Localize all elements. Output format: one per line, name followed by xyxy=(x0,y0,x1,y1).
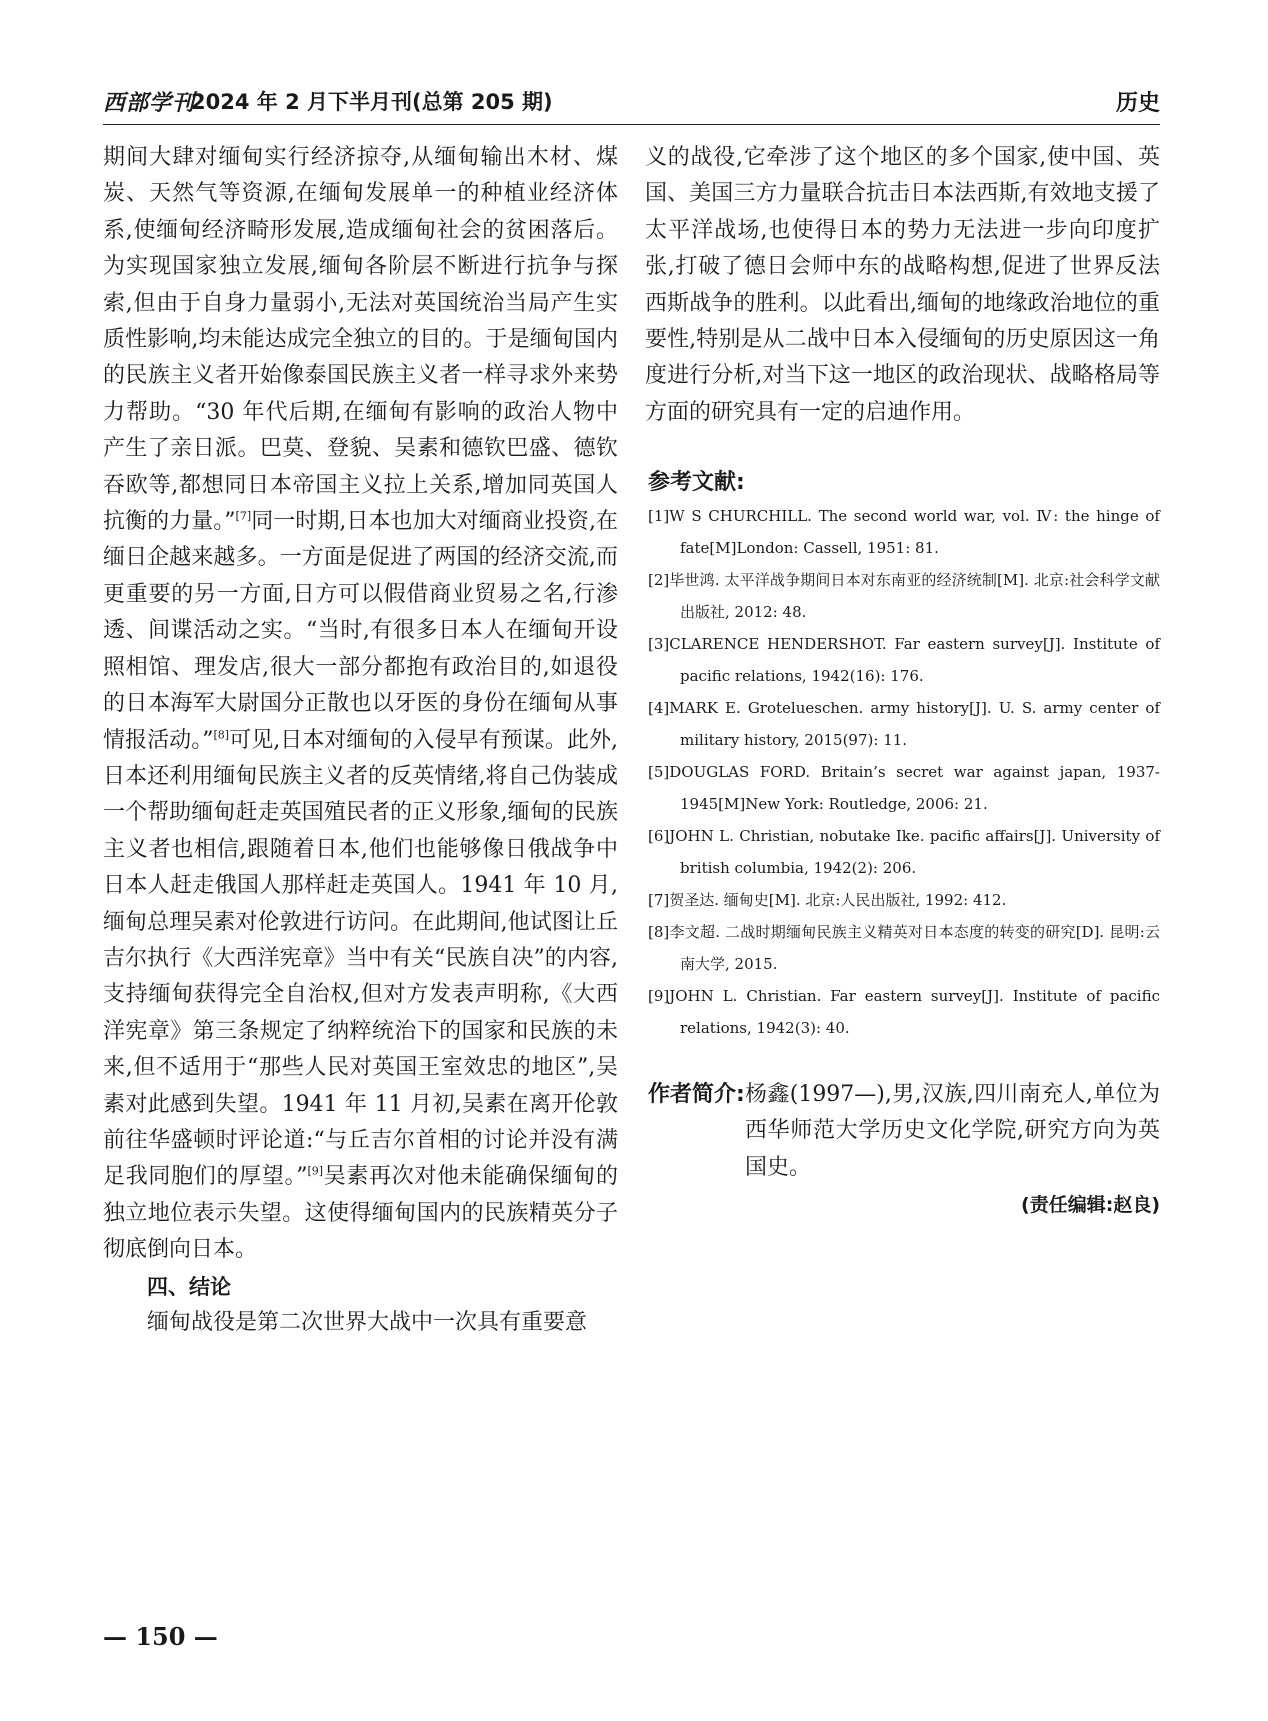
reference-item: [2]毕世鸿. 太平洋战争期间日本对东南亚的经济统制[M]. 北京:社会科学文献出版社, 2012: 48. xyxy=(648,571,1160,621)
issue-info: 2024 年 2 月下半月刊(总第 205 期) xyxy=(191,90,553,114)
references-title: 参考文献: xyxy=(648,470,745,495)
reference-item: [6]JOHN L. Christian, nobutake Ike. pacific affairs[J]. University of british columbia, 1942(2): 206. xyxy=(648,827,1160,877)
responsible-editor: (责任编辑:赵良) xyxy=(1021,1194,1160,1216)
header-rule xyxy=(103,124,1160,125)
author-bio: 杨鑫(1997—),男,汉族,四川南充人,单位为西华师范大学历史文化学院,研究方向为英国史。 xyxy=(745,1082,1160,1180)
reference-item: [4]MARK E. Grotelueschen. army history[J]. U. S. army center of military history, 2015(97): 11. xyxy=(648,699,1160,749)
left-column xyxy=(103,140,618,1341)
paragraph-text: 期间大肆对缅甸实行经济掠夺,从缅甸输出木材、煤炭、天然气等资源,在缅甸发展单一的种植业经济体系,使缅甸经济畸形发展,造成缅甸社会的贫困落后。为实现国家独立发展,缅甸各阶层不断进行抗争与探索,但由于自身力量弱小,无法对英国统治当局产生实质性影响,均未能达成完全独立的目的。于是缅甸国内的民族主义者开始像泰国民族主义者一样寻求外来势力帮助。“30 年代后期,在缅甸有影响的政治人物中产生了亲日派。巴莫、登貌、吴素和德钦巴盛、德钦吞欧等,都想同日本帝国主义拉上关系,增加同英国人抗衡的力量。” xyxy=(103,145,618,535)
paragraph-text: 吴素再次对他未能确保缅甸的独立地位表示失望。这使得缅甸国内的民族精英分子彻底倒向日本。 xyxy=(103,1164,618,1263)
body-paragraph xyxy=(103,140,618,1269)
references-list xyxy=(648,500,1160,1044)
paragraph-text: 可见,日本对缅甸的入侵早有预谋。此外,日本还利用缅甸民族主义者的反英情绪,将自己伪装成一个帮助缅甸赶走英国殖民者的正义形象,缅甸的民族主义者也相信,跟随着日本,他们也能够像日俄战争中日本人赶走俄国人那样赶走英国人。1941 年 10 月,缅甸总理吴素对伦敦进行访问。在此期间,他试图让丘吉尔执行《大西洋宪章》当中有关“民族自决”的内容,支持缅甸获得完全自治权,但对方发表声明称,《大西洋宪章》第三条规定了纳粹统治下的国家和民族的未来,但不适用于“那些人民对英国王室效忠的地区”,吴素对此感到失望。1941 年 11 月初,吴素在离开伦敦前往华盛顿时评论道:“与丘吉尔首相的讨论并没有满足我同胞们的厚望。” xyxy=(103,727,618,1190)
citation-8: [8] xyxy=(213,728,230,742)
conclusion-continued: 义的战役,它牵涉了这个地区的多个国家,使中国、英国、美国三方力量联合抗击日本法西斯,有效地支援了太平洋战场,也使得日本的势力无法进一步向印度扩张,打破了德日会师中东的战略构想,促进了世界反法西斯战争的胜利。以此看出,缅甸的地缘政治地位的重要性,特别是从二战中日本入侵缅甸的历史原因这一角度进行分析,对当下这一地区的政治现状、战略格局等方面的研究具有一定的启迪作用。 xyxy=(645,145,1160,425)
journal-logo: 西部学刊 xyxy=(103,90,196,116)
section-heading-conclusion: 四、结论 xyxy=(147,1274,231,1299)
reference-item: [8]李文超. 二战时期缅甸民族主义精英对日本态度的转变的研究[D]. 昆明:云南大学, 2015. xyxy=(648,923,1160,973)
reference-item: [7]贺圣达. 缅甸史[M]. 北京:人民出版社, 1992: 412. xyxy=(648,891,1007,909)
reference-item: [9]JOHN L. Christian. Far eastern survey[J]. Institute of pacific relations, 1942(3): 40. xyxy=(648,987,1160,1037)
reference-item: [5]DOUGLAS FORD. Britain’s secret war against japan, 1937-1945[M]New York: Routledge, 2006: 21. xyxy=(648,763,1160,813)
section-label: 历史 xyxy=(1115,91,1160,116)
right-column xyxy=(645,140,1160,431)
author-label: 作者简介: xyxy=(648,1082,745,1107)
citation-9: [9] xyxy=(307,1165,324,1179)
page-header xyxy=(103,86,1160,122)
citation-7: [7] xyxy=(235,509,252,523)
page-number: — 150 — xyxy=(103,1622,218,1651)
reference-item: [3]CLARENCE HENDERSHOT. Far eastern survey[J]. Institute of pacific relations, 1942(16): 176. xyxy=(648,635,1160,685)
conclusion-paragraph: 缅甸战役是第二次世界大战中一次具有重要意 xyxy=(147,1310,588,1335)
paragraph-text: 同一时期,日本也加大对缅商业投资,在缅日企越来越多。一方面是促进了两国的经济交流,而更重要的另一方面,日方可以假借商业贸易之名,行渗透、间谍活动之实。“当时,有很多日本人在缅甸开设照相馆、理发店,很大一部分都抱有政治目的,如退役的日本海军大尉国分正散也以牙医的身份在缅甸从事情报活动。” xyxy=(103,509,618,753)
reference-item: [1]W S CHURCHILL. The second world war, vol. Ⅳ: the hinge of fate[M]London: Cassell, 1951: 81. xyxy=(648,507,1160,557)
